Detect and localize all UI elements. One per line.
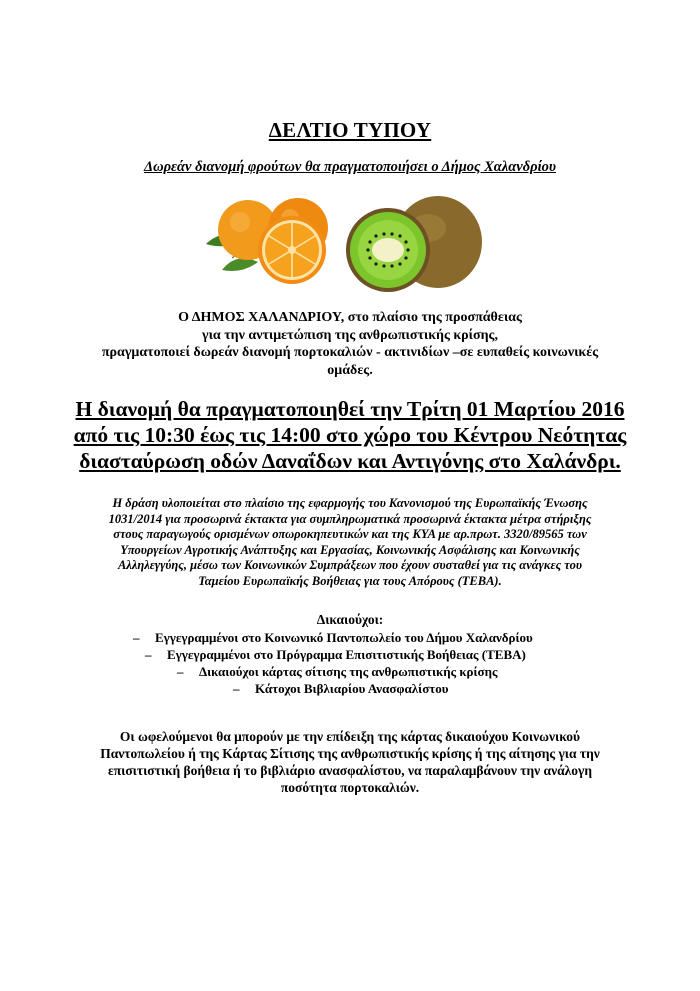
beneficiary-text: Κάτοχοι Βιβλιαρίου Ανασφαλίστου [255,681,449,696]
details-line: Αλληλεγγύης, μέσω των Κοινωνικών Συμπράξεων που έχουν συσταθεί για τις ανάγκες του [117,558,583,572]
beneficiaries-heading: Δικαιούχοι: [316,612,384,627]
details-line: 1031/2014 για προσωρινά έκτακτα για συμπληρωματικά προσωρινά έκτακτα μέτρα στήριξης [108,511,592,526]
details-line: στους παραγωγούς ορισμένων οπωροκηπευτικών και της ΚΥΑ με αρ.πρωτ. 3320/89565 των [113,527,587,541]
beneficiary-text: Δικαιούχοι κάρτας σίτισης της ανθρωπιστικής κρίσης [199,664,498,679]
details-line: Η δράση υλοποιείται στο πλαίσιο της εφαρμογής του Κανονισμού της Ευρωπαϊκής Ένωσης [112,496,588,510]
beneficiary-text: Εγγεγραμμένοι στο Κοινωνικό Παντοπωλείο του Δήμου Χαλανδρίου [155,630,533,645]
closing-paragraph [40,728,660,796]
intro-line: για την αντιμετώπιση της ανθρωπιστικής κρίσης, [202,327,498,343]
intro-paragraph [40,309,660,379]
intro-line: Ο ΔΗΜΟΣ ΧΑΛΑΝΔΡΙΟΥ, στο πλαίσιο της προσπάθειας [178,310,522,325]
beneficiary-item [145,647,526,664]
beneficiary-text: Εγγεγραμμένοι στο Πρόγραμμα Επισιτιστικής Βοήθειας (ΤΕΒΑ) [167,647,526,662]
announcement-line: από τις 10:30 έως τις 14:00 στο χώρο του Κέντρου Νεότητας [73,423,627,447]
announcement-line: διασταύρωση οδών Δαναΐδων και Αντιγόνης στο Χαλάνδρι. [79,449,621,473]
details-line: Ταμείου Ευρωπαϊκής Βοήθειας για τους Απόρους (ΤΕΒΑ). [198,573,502,588]
dash-bullet: – [233,681,240,696]
closing-line: ποσότητα πορτοκαλιών. [280,780,420,795]
intro-line: πραγματοποιεί δωρεάν διανομή πορτοκαλιών - ακτινιδίων –σε ευπαθείς κοινωνικές [101,345,599,360]
details-line: Υπουργείων Αγροτικής Ανάπτυξης και Εργασίας, Κοινωνικής Ασφάλισης και Κοινωνικής [120,542,580,557]
page-subtitle: Δωρεάν διανομή φρούτων θα πραγματοποιήσει ο Δήμος Χαλανδρίου [144,159,556,175]
oranges-and-kiwis-image [192,192,492,300]
intro-line: ομάδες. [327,362,373,378]
dash-bullet: – [177,664,184,679]
announcement-line: Η διανομή θα πραγματοποιηθεί την Τρίτη 01 Μαρτίου 2016 [75,397,625,421]
beneficiary-item [233,681,449,698]
distribution-announcement [20,396,680,474]
closing-line: επισιτιστική βοήθεια ή το βιβλιάριο ανασφαλίστου, να παραλαμβάνουν την ανάλογη [107,763,593,778]
closing-line: Παντοπωλείου ή της Κάρτας Σίτισης της ανθρωπιστικής κρίσης ή της αίτησης για την [100,746,600,761]
beneficiary-item [177,664,497,681]
closing-line: Οι ωφελούμενοι θα μπορούν με την επίδειξη της κάρτας δικαιούχου Κοινωνικού [119,729,581,744]
dash-bullet: – [133,630,140,645]
dash-bullet: – [145,647,152,662]
details-paragraph [30,496,670,589]
beneficiary-item [133,630,533,647]
page-title: ΔΕΛΤΙΟ ΤΥΠΟΥ [268,118,432,142]
